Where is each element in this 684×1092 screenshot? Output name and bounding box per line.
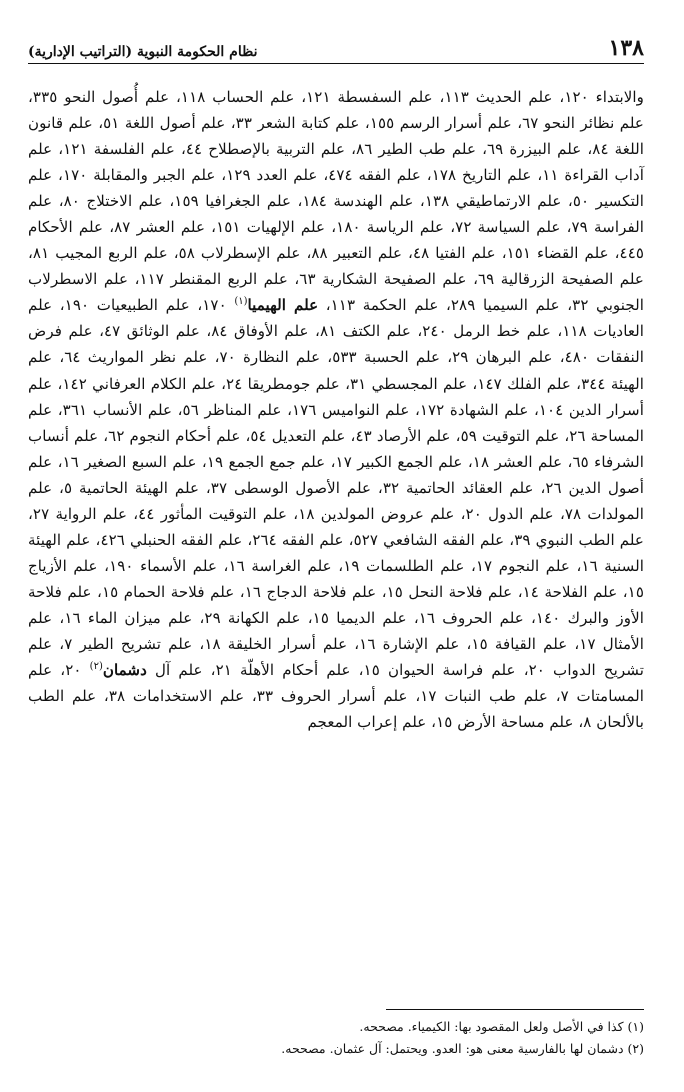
footnote-marker-1: (١) [234,296,248,308]
dashman-term: دشمان [102,661,147,680]
footnote-2: (٢) دشمان لها بالفارسية معنى هو: العدو. ويحتمل: آل عثمان. مصححه. [281,1041,644,1056]
text-segment: ٢٠، علم المسامتات ٧، علم طب النبات ١٧، علم أسرار الحروف ٣٣، علم الاستخدامات ٣٨، علم الطب بالألحان ٨، علم مساحة الأرض ١٥، علم إعراب المعجم [28,661,644,732]
main-text [28,84,644,735]
footnote-marker-2: (٢) [89,660,103,672]
page-header [28,30,644,64]
footnotes [28,1016,644,1060]
text-segment: ١٧٠، علم الطبيعيات ١٩٠، علم العاديات ١١٨، علم خط الرمل ٢٤٠، علم الكتف ٨١، علم الأوفاق ٨٤، علم الوثائق ٤٧، علم فرض النفقات ٤٨٠، علم البرهان ٢٩، علم الحسبة ٥٣٣، علم النظارة ٧٠، علم نظر المواريث ٦٤، علم الهيئة ٣٤٤، علم الفلك ١٤٧، علم المجسطي ٣١، علم جومطريقا ٢٤، علم الكلام العرفاني ١٤٢، علم أسرار الدين ١٠٤، علم الشهادة ١٧٢، علم النواميس ١٧٦، علم المناظر ٥٦، علم الأنساب ٣٦١، علم المساحة ٢٦، علم التوقيت ٥٩، علم الأرصاد ٤٣، علم التعديل ٥٤، علم أحكام النجوم ٦٢، علم أنساب الشرفاء ٦٥، علم العشر ١٨، علم الجمع الكبير ١٧، علم جمع الجمع ١٩، علم السبع الصغير ١٦، علم أصول الدين ٢٦، علم العقائد الحاتمية ٣٢، علم الأصول الوسطى ٣٧، علم الهيئة الحاتمية ٥، علم المولدات ٧٨، علم الدول ٢٠، علم عروض المولدين ١٨، علم التوقيت المأثور ٤٤، علم الرواية ٢٧، علم الطب النبوي ٣٩، علم الفقه الشافعي ٥٢٧، علم الفقه ٢٦٤، علم الفقه الحنبلي ٤٢٦، علم الهيئة السنية ١٦، علم النجوم ١٧، علم الطلسمات ١٩، علم الغراسة ١٦، علم الأسماء ١٩٠، علم الأزياج ١٥، علم الفلاحة ١٤، علم فلاحة النحل ١٥، علم فلاحة الدجاج ١٦، علم فلاحة الحمام ١٥، علم فلاحة الأوز والبرك ١٤٠، علم الحروف ١٦، علم الديميا ١٥، علم الكهانة ٢٩، علم ميزان الماء ١٦، علم الأمثال ١٧، علم القيافة ١٥، علم الإشارة ١٦، علم أسرار الخليقة ١٨، علم تشريح الطير ٧، علم تشريح الدواب ٢٠، علم فراسة الحيوان ١٥، علم أحكام الأهلّة ٢١، علم آل [28,296,644,680]
page-number: ١٣٨ [608,35,644,61]
hemia-term: علم الهيميا [247,296,319,315]
body-paragraph [28,84,644,735]
text-segment: والابتداء ١٢٠، علم الحديث ١١٣، علم السفسطة ١٢١، علم الحساب ١١٨، علم أُصول النحو ٣٣٥، علم نظائر النحو ٦٧، علم أسرار الرسم ١٥٥، علم كتابة الشعر ٣٣، علم أصول اللغة ٥١، علم قانون اللغة ٨٤، علم البيزرة ٦٩، علم طب الطير ٨٦، علم التربية بالإصطلاح ٤٤، علم الفلسفة ١٢١، علم آداب القراءة ١١، علم التاريخ ١٧٨، علم الفقه ٤٧٤، علم العدد ١٢٩، علم الجبر والمقابلة ١٧٠، علم التكسير ٥٠، علم الارتماطيقي ١٣٨، علم الهندسة ١٨٤، علم الجغرافيا ١٥٩، علم الاختلاج ٨٠، علم الفراسة ٧٩، علم السياسة ٧٢، علم الرياسة ١٨٠، علم الإلهيات ١٥١، علم العشر ٨٧، علم الأحكام ٤٤٥، علم القضاء ١٥١، علم الفتيا ٤٨، علم التعبير ٨٨، علم الإسطرلاب ٥٨، علم الربع المجيب ٨١، علم الصفيحة الزرقالية ٦٩، علم الصفيحة الشكارية ٦٣، علم الربع المقنطر ١١٧، علم الاسطرلاب الجنوبي ٣٢، علم السيميا ٢٨٩، علم الحكمة ١١٣، [28,88,645,315]
running-title: نظام الحكومة النبوية (التراتيب الإدارية) [28,44,258,60]
footnote-1: (١) كذا في الأصل ولعل المقصود بها: الكيمياء. مصححه. [359,1019,644,1034]
footnote-divider [386,1009,644,1010]
